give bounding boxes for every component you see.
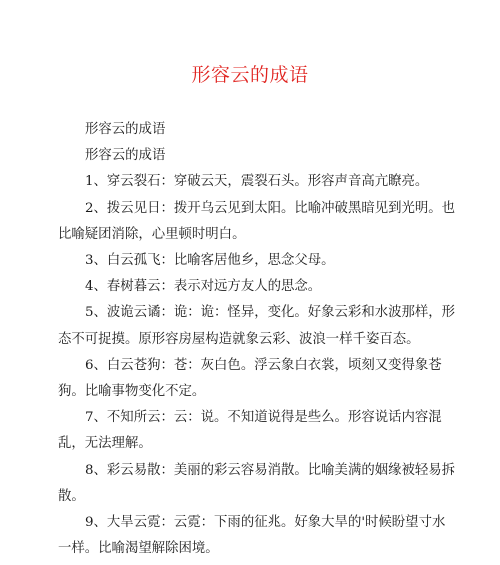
idiom-paragraph: 8、彩云易散：美丽的彩云容易消散。比喻美满的姻缘被轻易拆散。 [58,462,456,504]
idiom-paragraph: 4、春树暮云：表示对远方友人的思念。 [85,279,322,295]
idiom-paragraph: 6、白云苍狗：苍：灰白色。浮云象白衣裳，顷刻又变得象苍狗。比喻事物变化不定。 [58,357,442,400]
idiom-paragraph: 3、白云孤飞：比喻客居他乡，思念父母。 [85,253,335,269]
subheading: 形容云的成语 [85,122,166,137]
document-title: 形容云的成语 [191,64,309,86]
idiom-paragraph: 1、穿云裂石：穿破云天，震裂石头。形容声音高亢瞭亮。 [85,174,429,190]
subheading: 形容云的成语 [85,148,166,164]
idiom-paragraph: 2、拨云见日：拨开乌云见到太阳。比喻冲破黑暗见到光明。也比喻疑团消除，心里顿时明白。 [58,200,456,242]
idiom-paragraph: 5、波诡云谲：诡：诡：怪异，变化。好象云彩和水波那样，形态不可捉摸。原形容房屋构造就象云彩、波浪一样千姿百态。 [58,305,456,347]
document-body [58,117,458,562]
idiom-paragraph: 7、不知所云：云：说。不知道说得是些么。形容说话内容混乱，无法理解。 [58,410,442,452]
idiom-paragraph: 9、大旱云霓：云霓：下雨的征兆。好象大旱的'时候盼望寸水一样。比喻渴望解除困境。 [58,515,446,557]
